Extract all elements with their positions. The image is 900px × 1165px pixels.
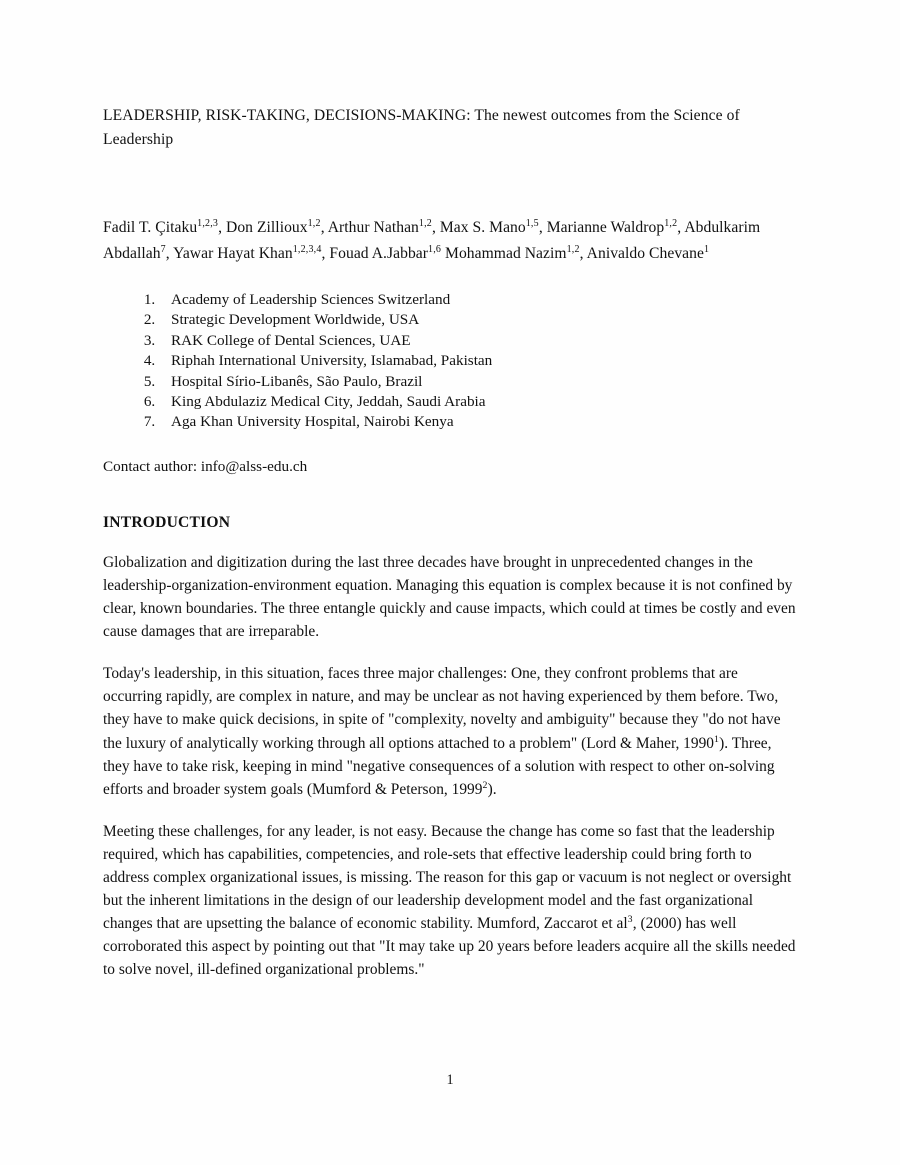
author-list <box>103 215 796 266</box>
author-name: Arthur Nathan <box>327 219 419 236</box>
author-name: Abdulkarim Abdallah <box>103 219 761 262</box>
author-entry <box>547 219 685 236</box>
intro-paragraph-3 <box>103 820 796 982</box>
author-name: Don Zillioux <box>226 219 308 236</box>
author-affiliation-marker: 1,2,3 <box>197 217 219 229</box>
page-title-line-2: Science of Leadership <box>103 107 740 148</box>
author-separator: , <box>538 219 547 236</box>
affiliation-item: 4. Riphah International University, Islamabad, Pakistan <box>159 351 796 371</box>
page-number: 1 <box>446 1072 454 1088</box>
author-affiliation-marker: 1,2 <box>664 217 678 229</box>
author-entry <box>328 219 440 236</box>
affiliation-item: 6. King Abdulaziz Medical City, Jeddah, Saudi Arabia <box>159 392 796 412</box>
author-name: Fadil T. Çitaku <box>103 219 198 236</box>
author-separator: , <box>218 219 227 236</box>
affiliation-list <box>103 290 796 433</box>
footnote-marker: 1 <box>714 733 720 745</box>
author-name: Yawar Hayat Khan <box>173 244 293 262</box>
author-entry <box>329 245 445 262</box>
author-entry <box>226 219 328 236</box>
author-affiliation-marker: 7 <box>160 243 166 255</box>
affiliation-item: 3. RAK College of Dental Sciences, UAE <box>159 331 796 351</box>
paragraph-text: ). <box>487 780 497 798</box>
author-affiliation-marker: 1,5 <box>525 217 539 229</box>
contact-author-line: Contact author: info@alss-edu.ch <box>103 457 308 475</box>
paragraph-text: Meeting these challenges, for any leader, is not easy. Because the change has come so fast that the leadership required, which has capabilities, competencies, and role-sets that effective leadership could bring forth to address complex organizational issues, is missing. The reason for this gap or vacuum is not neglect or oversight but the inherent limitations in the design of our leadership development model and the fast organizational changes that are upsetting the balance of economic stability. Mumford, Zaccarot et al <box>103 822 792 933</box>
affiliation-item: 2. Strategic Development Worldwide, USA <box>159 310 796 330</box>
paragraph-text: ). Three, they have to take risk, keeping in mind "negative consequences of a solution with respect to other on-solving efforts and broader system goals (Mumford & Peterson, 1999 <box>103 734 775 798</box>
page-title <box>103 104 796 151</box>
intro-paragraph-1: Globalization and digitization during the last three decades have brought in unprecedented changes in the leadership-organization-environment equation. Managing this equation is complex because it is not confined by clear, known boundaries. The three entangle quickly and cause impacts, which could at times be costly and even cause damages that are irreparable. <box>103 553 796 641</box>
page-title-line-1: LEADERSHIP, RISK-TAKING, DECISIONS-MAKING: The newest outcomes from the <box>103 107 670 124</box>
author-name: Fouad A.Jabbar <box>329 244 429 262</box>
affiliation-item: 7. Aga Khan University Hospital, Nairobi Kenya <box>159 412 796 432</box>
author-affiliation-marker: 1,2 <box>307 217 321 229</box>
footnote-marker: 3 <box>627 914 633 926</box>
author-separator: , <box>677 219 685 236</box>
paragraph-text: , (2000) has well corroborated this aspect by pointing out that "It may take up 20 years before leaders acquire all the skills needed to solve novel, ill-defined organizational problems." <box>103 915 796 979</box>
author-separator: , <box>165 244 174 262</box>
author-entry <box>445 245 587 262</box>
author-affiliation-marker: 1,2 <box>566 243 580 255</box>
section-heading-introduction: INTRODUCTION <box>103 513 231 531</box>
author-separator: , <box>579 244 587 262</box>
author-entry <box>173 245 329 262</box>
author-separator: , <box>431 219 440 236</box>
author-name: Mohammad Nazim <box>445 244 567 262</box>
page-content <box>103 104 796 997</box>
author-name: Anivaldo Chevane <box>586 244 704 262</box>
author-name: Max S. Mano <box>439 219 526 236</box>
author-separator: , <box>321 244 330 262</box>
author-entry <box>440 219 547 236</box>
author-affiliation-marker: 1,2,3,4 <box>292 243 322 255</box>
author-entry <box>103 219 226 236</box>
intro-paragraph-2 <box>103 662 796 801</box>
author-name: Marianne Waldrop <box>546 219 665 236</box>
author-affiliation-marker: 1,2 <box>418 217 432 229</box>
footnote-marker: 2 <box>482 779 488 791</box>
author-affiliation-marker: 1,6 <box>428 243 442 255</box>
author-separator: , <box>320 219 328 236</box>
affiliation-item: 5. Hospital Sírio-Libanês, São Paulo, Brazil <box>159 372 796 392</box>
paragraph-text: Today's leadership, in this situation, faces three major challenges: One, they confront problems that are occurring rapidly, are complex in nature, and may be unclear as not having experienced by them before. Two, they have to make quick decisions, in spite of "complexity, novelty and ambiguity" because they "do not have the luxury of analytically working through all options attached to a problem" (Lord & Maher, 1990 <box>103 665 781 752</box>
author-affiliation-marker: 1 <box>703 243 710 255</box>
affiliation-item: 1. Academy of Leadership Sciences Switzerland <box>159 290 796 310</box>
author-entry <box>587 245 709 262</box>
